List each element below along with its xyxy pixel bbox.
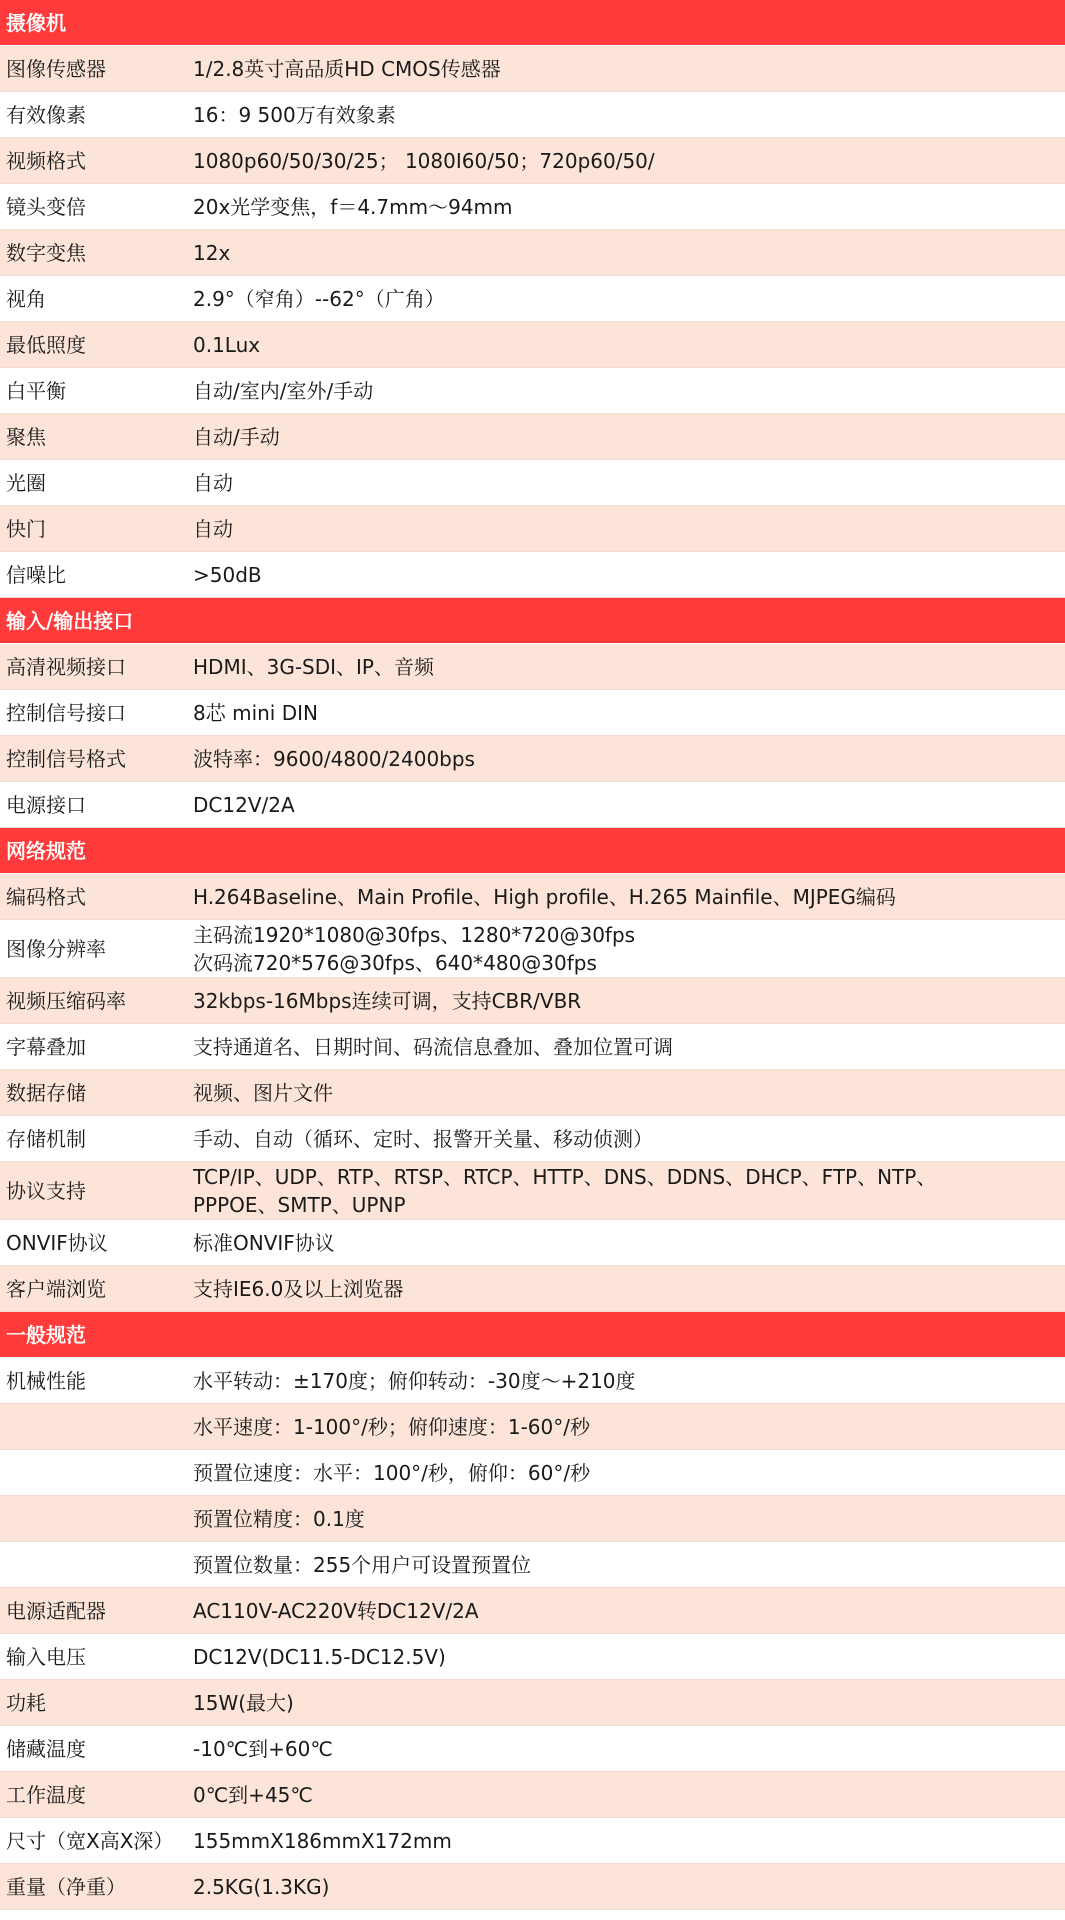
spec-value-line: 8芯 mini DIN	[193, 700, 318, 725]
spec-value	[193, 1275, 1065, 1303]
spec-value-line: 1/2.8英寸高品质HD CMOS传感器	[193, 56, 501, 81]
spec-value-line: 水平速度：1-100°/秒；俯仰速度：1-60°/秒	[193, 1414, 590, 1439]
spec-value-line: 波特率：9600/4800/2400bps	[193, 746, 475, 771]
section-title: 摄像机	[6, 10, 66, 35]
spec-row	[0, 1070, 1065, 1116]
spec-row	[0, 690, 1065, 736]
spec-row	[0, 184, 1065, 230]
spec-label: 图像分辨率	[6, 936, 106, 961]
spec-value	[193, 193, 1065, 221]
spec-value	[193, 101, 1065, 129]
spec-label: 重量（净重）	[6, 1874, 126, 1899]
spec-value	[193, 1827, 1065, 1855]
spec-label: 工作温度	[6, 1782, 86, 1807]
spec-label: 协议支持	[6, 1178, 86, 1203]
spec-row	[0, 552, 1065, 598]
spec-row	[0, 1404, 1065, 1450]
spec-value-line: 标准ONVIF协议	[193, 1230, 335, 1255]
spec-value	[193, 55, 1065, 83]
spec-value-line: PPPOE、SMTP、UPNP	[193, 1192, 406, 1217]
spec-row	[0, 1772, 1065, 1818]
spec-row	[0, 276, 1065, 322]
spec-label: 控制信号格式	[6, 746, 126, 771]
spec-value-line: 主码流1920*1080@30fps、1280*720@30fps	[193, 922, 636, 947]
spec-value-line: 20x光学变焦，f＝4.7mm～94mm	[193, 194, 513, 219]
spec-row	[0, 414, 1065, 460]
spec-row	[0, 368, 1065, 414]
spec-value	[193, 921, 1065, 977]
section-header	[0, 1312, 1065, 1358]
spec-value-line: 0℃到+45℃	[193, 1782, 313, 1807]
spec-row	[0, 1358, 1065, 1404]
section-header	[0, 598, 1065, 644]
spec-label: 高清视频接口	[6, 654, 126, 679]
spec-row	[0, 506, 1065, 552]
spec-value	[193, 1163, 1065, 1219]
spec-value	[193, 423, 1065, 451]
spec-label: 电源接口	[6, 792, 86, 817]
section-header	[0, 0, 1065, 46]
spec-row	[0, 1680, 1065, 1726]
spec-value-line: 预置位精度：0.1度	[193, 1506, 365, 1531]
spec-value	[193, 699, 1065, 727]
spec-label: 控制信号接口	[6, 700, 126, 725]
spec-value-line: 15W(最大)	[193, 1690, 294, 1715]
spec-value	[193, 1079, 1065, 1107]
spec-row	[0, 1266, 1065, 1312]
spec-value-line: 32kbps-16Mbps连续可调，支持CBR/VBR	[193, 988, 582, 1013]
spec-row	[0, 1024, 1065, 1070]
spec-value	[193, 1781, 1065, 1809]
spec-label: 数据存储	[6, 1080, 86, 1105]
section-title: 网络规范	[6, 838, 86, 863]
spec-value-line: HDMI、3G-SDI、IP、音频	[193, 654, 434, 679]
spec-value-line: 2.5KG(1.3KG)	[193, 1874, 330, 1899]
spec-label: 功耗	[6, 1690, 46, 1715]
spec-value	[193, 1873, 1065, 1901]
spec-label: 视频压缩码率	[6, 988, 126, 1013]
spec-value	[193, 1033, 1065, 1061]
spec-value-line: 预置位速度：水平：100°/秒，俯仰：60°/秒	[193, 1460, 591, 1485]
spec-value	[193, 239, 1065, 267]
spec-row	[0, 1496, 1065, 1542]
section-title: 一般规范	[6, 1322, 86, 1347]
spec-label: ONVIF协议	[6, 1230, 108, 1255]
spec-value	[193, 1125, 1065, 1153]
spec-row	[0, 1726, 1065, 1772]
section-header	[0, 828, 1065, 874]
spec-row	[0, 1588, 1065, 1634]
spec-label: 编码格式	[6, 884, 86, 909]
spec-value-line: 水平转动：±170度；俯仰转动：-30度～+210度	[193, 1368, 636, 1393]
spec-label: 白平衡	[6, 378, 66, 403]
spec-row	[0, 1116, 1065, 1162]
spec-row	[0, 1864, 1065, 1910]
spec-value	[193, 377, 1065, 405]
spec-value	[193, 1643, 1065, 1671]
spec-row	[0, 1542, 1065, 1588]
spec-value-line: 16：9 500万有效象素	[193, 102, 396, 127]
spec-row	[0, 1450, 1065, 1496]
spec-value-line: 1080p60/50/30/25； 1080I60/50；720p60/50/	[193, 148, 655, 173]
spec-label: 视频格式	[6, 148, 86, 173]
spec-value	[193, 1367, 1065, 1395]
spec-value-line: 手动、自动（循环、定时、报警开关量、移动侦测）	[193, 1126, 653, 1151]
spec-label: 客户端浏览	[6, 1276, 106, 1301]
spec-label: 机械性能	[6, 1368, 86, 1393]
spec-value	[193, 515, 1065, 543]
spec-value	[193, 883, 1065, 911]
spec-value-line: 自动	[193, 470, 233, 495]
spec-value-line: 自动/室内/室外/手动	[193, 378, 374, 403]
spec-label: 尺寸（宽X高X深）	[6, 1828, 174, 1853]
spec-label: 快门	[6, 516, 46, 541]
spec-value-line: AC110V-AC220V转DC12V/2A	[193, 1598, 479, 1623]
spec-value	[193, 1459, 1065, 1487]
spec-value	[193, 791, 1065, 819]
spec-row	[0, 92, 1065, 138]
spec-value	[193, 1413, 1065, 1441]
spec-label: 图像传感器	[6, 56, 106, 81]
spec-label: 有效像素	[6, 102, 86, 127]
spec-label: 光圈	[6, 470, 46, 495]
spec-row	[0, 644, 1065, 690]
spec-value-line: 2.9°（窄角）--62°（广角）	[193, 286, 445, 311]
spec-row	[0, 1220, 1065, 1266]
spec-value	[193, 147, 1065, 175]
spec-value	[193, 1597, 1065, 1625]
spec-value	[193, 1505, 1065, 1533]
spec-row	[0, 460, 1065, 506]
spec-label: 字幕叠加	[6, 1034, 86, 1059]
spec-row	[0, 782, 1065, 828]
spec-value	[193, 331, 1065, 359]
spec-label: 储藏温度	[6, 1736, 86, 1761]
spec-row	[0, 1634, 1065, 1680]
spec-row	[0, 230, 1065, 276]
spec-value	[193, 1551, 1065, 1579]
spec-value-line: 0.1Lux	[193, 332, 261, 357]
spec-value-line: >50dB	[193, 562, 262, 587]
spec-value-line: H.264Baseline、Main Profile、High profile、H.265 Mainfile、MJPEG编码	[193, 884, 896, 909]
spec-row	[0, 1818, 1065, 1864]
spec-label: 聚焦	[6, 424, 46, 449]
spec-value-line: 自动/手动	[193, 424, 280, 449]
spec-value	[193, 1735, 1065, 1763]
spec-value-line: DC12V(DC11.5-DC12.5V)	[193, 1644, 446, 1669]
spec-value-line: 12x	[193, 240, 231, 265]
spec-label: 最低照度	[6, 332, 86, 357]
spec-value-line: DC12V/2A	[193, 792, 295, 817]
spec-value	[193, 1229, 1065, 1257]
spec-value-line: 支持IE6.0及以上浏览器	[193, 1276, 404, 1301]
spec-label: 电源适配器	[6, 1598, 106, 1623]
spec-value-line: 视频、图片文件	[193, 1080, 333, 1105]
spec-value-line: TCP/IP、UDP、RTP、RTSP、RTCP、HTTP、DNS、DDNS、DHCP、FTP、NTP、	[193, 1164, 937, 1189]
spec-value	[193, 561, 1065, 589]
spec-value-line: 155mmX186mmX172mm	[193, 1828, 452, 1853]
spec-row	[0, 978, 1065, 1024]
section-title: 输入/输出接口	[6, 608, 134, 633]
spec-value-line: 次码流720*576@30fps、640*480@30fps	[193, 950, 597, 975]
spec-label: 视角	[6, 286, 46, 311]
spec-row	[0, 920, 1065, 978]
spec-value	[193, 285, 1065, 313]
spec-label: 数字变焦	[6, 240, 86, 265]
spec-value	[193, 987, 1065, 1015]
spec-row	[0, 874, 1065, 920]
spec-value	[193, 1689, 1065, 1717]
spec-row	[0, 46, 1065, 92]
spec-value-line: 自动	[193, 516, 233, 541]
spec-row	[0, 736, 1065, 782]
spec-row	[0, 322, 1065, 368]
spec-row	[0, 138, 1065, 184]
spec-label: 存储机制	[6, 1126, 86, 1151]
spec-label: 镜头变倍	[6, 194, 86, 219]
spec-value	[193, 469, 1065, 497]
spec-value-line: -10℃到+60℃	[193, 1736, 333, 1761]
spec-row	[0, 1162, 1065, 1220]
spec-value	[193, 653, 1065, 681]
spec-label: 信噪比	[6, 562, 66, 587]
spec-value-line: 支持通道名、日期时间、码流信息叠加、叠加位置可调	[193, 1034, 673, 1059]
spec-label: 输入电压	[6, 1644, 86, 1669]
spec-value	[193, 745, 1065, 773]
spec-value-line: 预置位数量：255个用户可设置预置位	[193, 1552, 532, 1577]
